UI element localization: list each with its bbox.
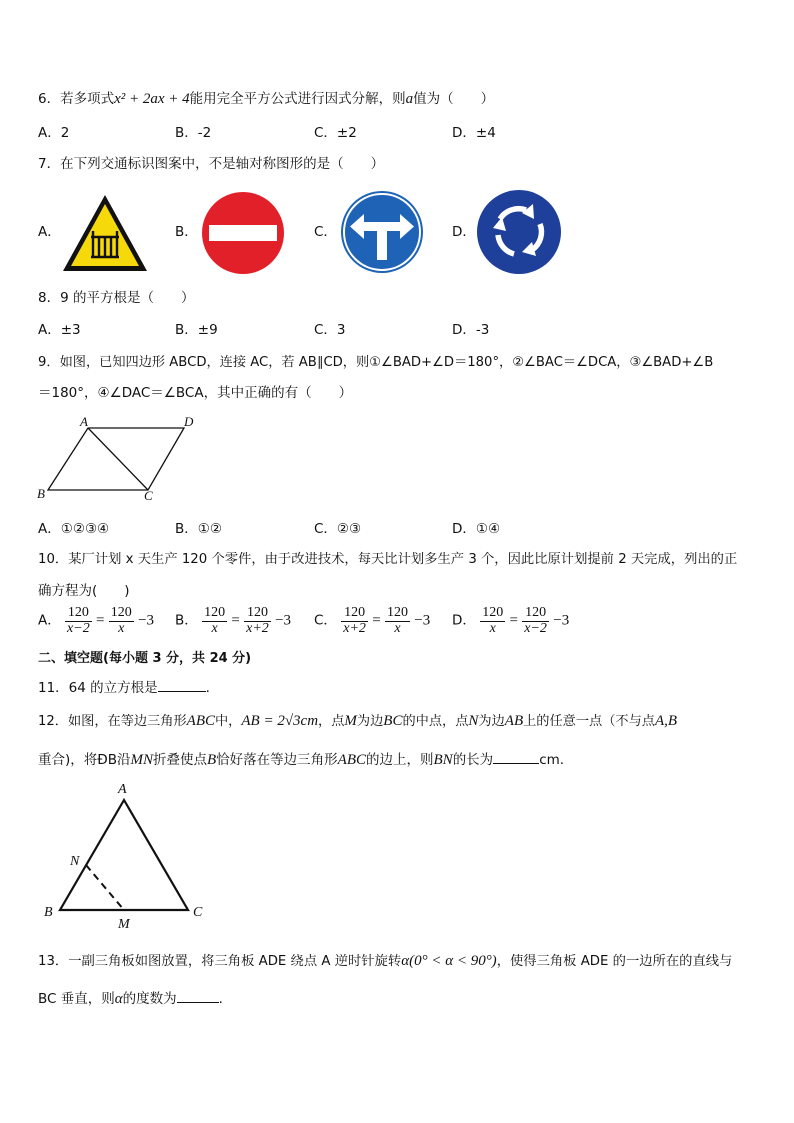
q10-d-eq: = [509,612,518,629]
q7-label-a: A． [38,224,61,240]
q12-l1-ab: AB [504,713,524,729]
q13-l1-math: α(0° < α < 90°) [401,953,497,969]
q10-option-c [314,606,430,636]
q9-option-b: B．①② [175,521,222,537]
q12-l1-a: 12．如图，在等边三角形 [38,714,187,729]
parallelogram-figure [34,414,204,506]
q9-label-d: D [184,414,194,429]
section-title-fill-in: 二、填空题(每小题 3 分，共 24 分) [38,651,252,666]
q8-option-b: B．±9 [175,322,218,338]
q12-l2-c: 恰好落在等边三角形 [216,752,338,768]
q12-l1-n: N [468,713,479,729]
q10-c-frac2: $\frac{120}{x}$ [386,605,408,636]
q12-stem-line2 [38,751,564,768]
q6-expression: x² + 2ax + 4 [114,91,190,107]
q10-label-d: D． [452,612,476,629]
q9-option-d: D．①④ [452,521,501,537]
q6-stem-post: 能用完全平方公式进行因式分解，则 [189,91,406,107]
q12-l1-c: ，点 [318,714,345,729]
q13-l1-a: 13．一副三角板如图放置，将三角板 ADE 绕点 A 逆时针旋转 [38,954,402,969]
q12-l1-e: 的中点，点 [402,714,469,729]
q10-option-b [175,606,291,636]
q10-b-frac2: $\frac{120}{x+2}$ [246,605,269,636]
q6-stem [38,92,494,107]
q12-l1-g: 上的任意一点（不与点 [523,714,655,729]
q6-option-b: B．-2 [175,125,212,141]
q10-c-tail: −3 [414,612,431,629]
q12-l1-abc: ABC [186,713,215,729]
q10-stem-line2: 确方程为( ) [38,583,130,599]
q11-stem-post: . [205,680,210,696]
q12-l1-bc: BC [383,713,403,729]
q13-answer-blank [177,990,219,1003]
q8-option-a: A．±3 [38,322,81,338]
q12-l2-bn: BN [433,752,453,768]
q13-stem-line1 [38,954,732,969]
q9-stem-line2: ＝180°，④∠DAC＝∠BCA，其中正确的有（ ） [38,385,353,401]
q10-label-a: A． [38,612,61,629]
q9-option-a: A．①②③④ [38,521,110,537]
q12-l2-bpt: B [207,752,217,768]
warning-sign-icon [61,193,149,273]
q8-option-c: C．3 [314,322,346,338]
q10-a-tail: −3 [138,612,155,629]
q11-answer-blank [158,679,206,692]
q13-l2-var: α [114,991,123,1007]
q9-label-c: C [144,488,153,503]
q13-l2-end: . [218,991,223,1007]
q12-l1-m: M [344,713,357,729]
q10-d-frac2: $\frac{120}{x-2}$ [524,605,547,636]
q10-label-b: B． [175,612,198,629]
q11-stem [38,679,210,696]
q13-l1-b: ，使得三角板 ADE 的一边所在的直线与 [496,954,733,969]
q9-label-b: B [37,486,45,501]
q12-l2-a: 重合)，将ÐB沿 [38,752,131,768]
q6-stem-pre: 6．若多项式 [38,91,115,107]
q12-l1-pts: A,B [655,713,678,729]
q8-stem: 8．9 的平方根是（ ） [38,290,195,306]
q12-label-m: M [118,917,130,932]
q7-stem: 7．在下列交通标识图案中，不是轴对称图形的是（ ） [38,156,385,172]
no-entry-sign-icon [201,191,285,275]
q10-b-eq: = [231,612,240,629]
q10-b-frac1: $\frac{120}{x}$ [204,605,226,636]
q12-l2-b: 折叠使点 [153,752,207,768]
q10-stem-line1: 10．某厂计划 x 天生产 120 个零件，由于改进技术，每天比计划多生产 3 个，因此比原计划提前 2 天完成，列出的正 [38,552,738,567]
q10-a-eq: = [96,612,105,629]
q12-l2-mn: MN [130,752,153,768]
q10-a-frac1: $\frac{120}{x-2}$ [67,605,90,636]
roundabout-sign-icon [476,189,562,275]
q10-a-frac2: $\frac{120}{x}$ [110,605,132,636]
q12-l2-abc: ABC [337,752,367,768]
q12-label-b: B [44,905,53,920]
q12-label-c: C [193,905,203,920]
q9-label-a: A [80,414,88,429]
q10-label-c: C． [314,612,337,629]
q8-option-d: D．-3 [452,322,490,338]
q12-l2-unit: cm. [539,752,565,768]
q13-l2-a: BC 垂直，则 [38,991,115,1007]
q12-answer-blank [493,751,539,764]
q10-option-a [38,606,154,636]
q7-label-c: C． [314,224,337,240]
q6-var: a [405,91,414,107]
q12-label-a: A [118,782,127,797]
q10-d-tail: −3 [553,612,570,629]
q10-c-frac1: $\frac{120}{x+2}$ [343,605,366,636]
q12-label-n: N [70,854,80,869]
q6-option-c: C．±2 [314,125,357,141]
q12-l1-b: 中， [215,714,242,729]
q6-option-a: A．2 [38,125,70,141]
q10-c-eq: = [372,612,381,629]
q12-l2-d: 的边上，则 [366,752,434,768]
q10-b-tail: −3 [275,612,292,629]
q6-stem-end: 值为（ ） [413,91,495,107]
q12-l1-f: 为边 [478,714,505,729]
turn-left-or-right-sign-icon [340,190,424,274]
q10-d-frac1: $\frac{120}{x}$ [482,605,504,636]
q7-label-b: B． [175,224,198,240]
q12-l1-math: AB = 2√3cm [241,713,319,729]
q6-option-d: D．±4 [452,125,496,141]
q12-l1-d: 为边 [356,714,384,729]
q12-l2-e: 的长为 [452,752,494,768]
q7-label-d: D． [452,224,476,240]
q9-stem-line1: 9．如图，已知四边形 ABCD，连接 AC，若 AB∥CD，则①∠BAD+∠D＝180°，②∠BAC＝∠DCA，③∠BAD+∠B [38,355,714,370]
equilateral-triangle-figure [36,778,216,930]
q12-stem-line1 [38,714,677,729]
q11-stem-pre: 11．64 的立方根是 [38,680,158,696]
q10-option-d [452,606,569,636]
q13-l2-b: 的度数为 [122,991,177,1007]
q13-stem-line2 [38,990,223,1007]
q9-option-c: C．②③ [314,521,362,537]
